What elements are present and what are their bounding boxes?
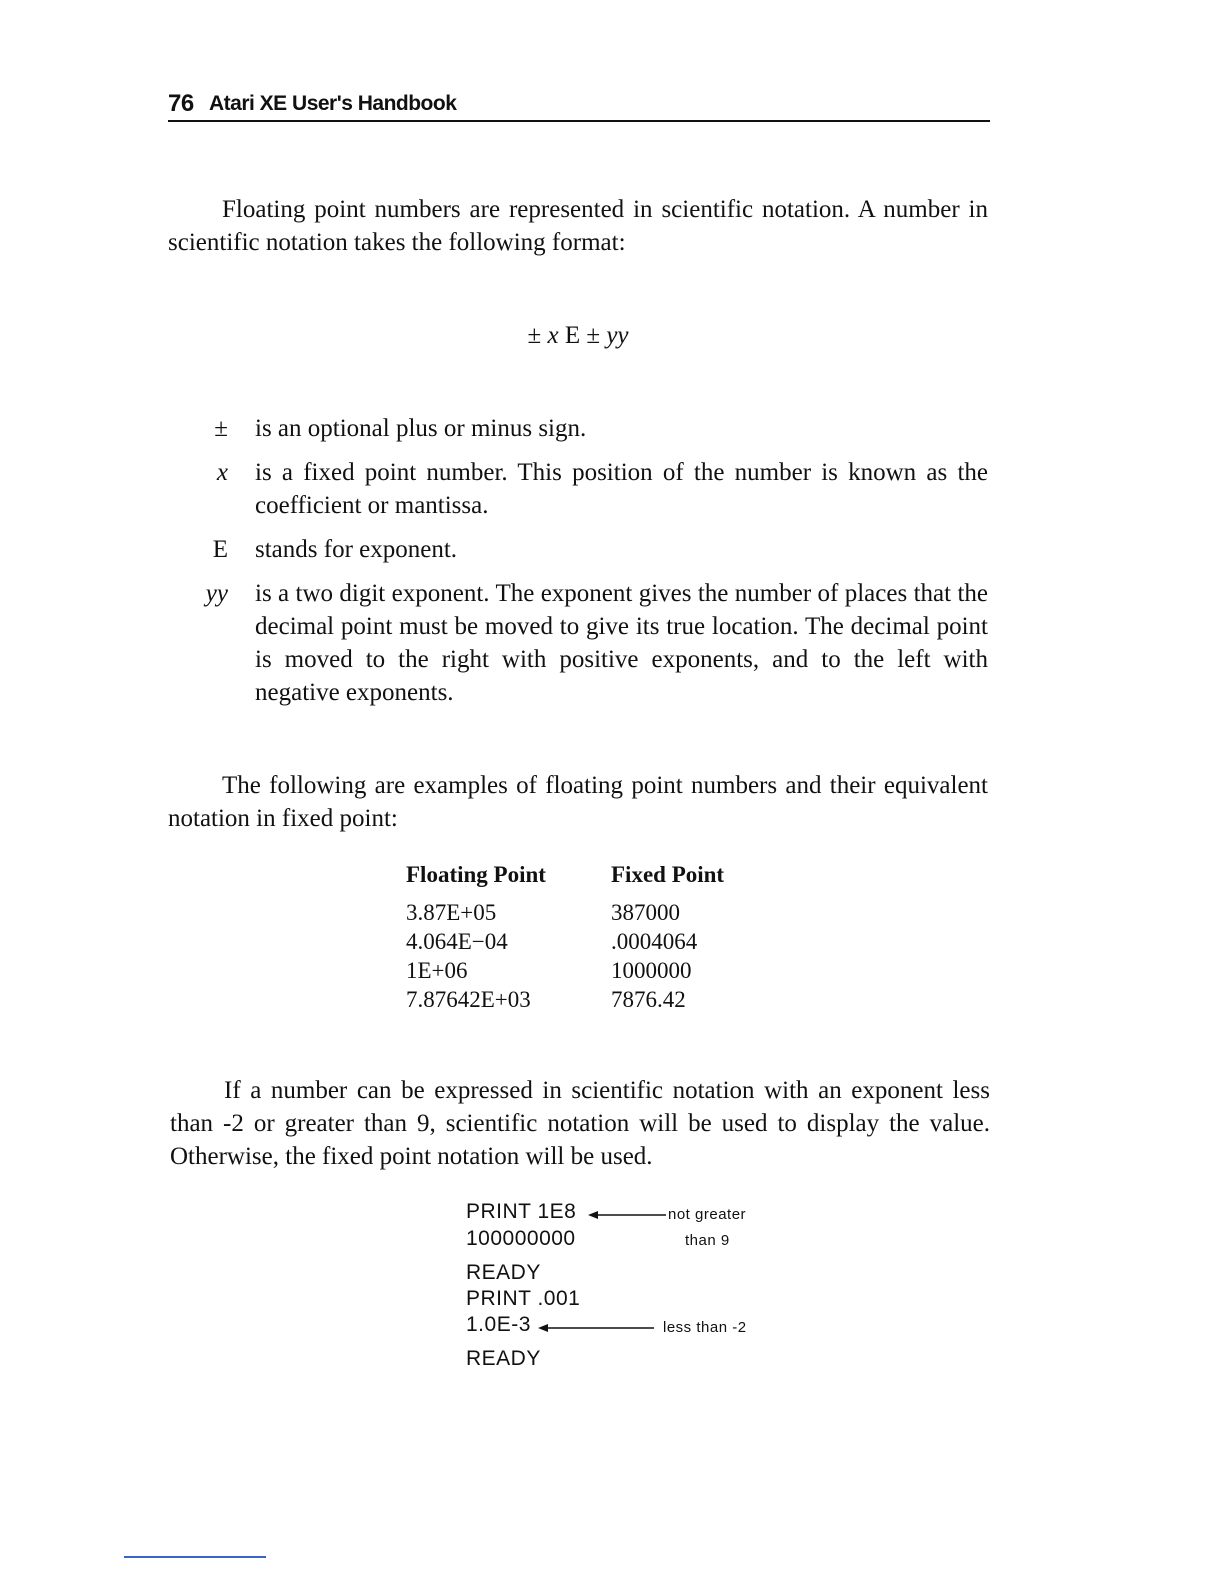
table-cell: 1E+06 <box>406 958 468 983</box>
column-header-fixed: Fixed Point <box>611 862 725 887</box>
intro-paragraph: Floating point numbers are represented in scientific notation. A number in scientific notation takes the following format: <box>168 196 988 256</box>
formula-exponent-marker: E <box>564 322 581 349</box>
formula-coefficient: x <box>547 322 559 349</box>
definition-symbol: x <box>216 459 228 486</box>
footer-rule <box>124 1556 266 1558</box>
annotation-not-greater: not greater <box>668 1206 747 1223</box>
annotation-than-9: than 9 <box>685 1232 730 1249</box>
book-title: Atari XE User's Handbook <box>209 92 457 115</box>
annotation-less-than: less than -2 <box>663 1319 747 1336</box>
table-cell: 387000 <box>611 900 680 925</box>
code-line: PRINT .001 <box>466 1287 581 1310</box>
code-line: READY <box>466 1347 541 1370</box>
table-cell: 1000000 <box>611 958 692 983</box>
table-cell: 7876.42 <box>611 987 686 1012</box>
examples-paragraph: The following are examples of floating point numbers and their equivalent notation in fixed point: <box>168 772 988 832</box>
table-cell: 7.87642E+03 <box>406 987 531 1012</box>
table-cell: .0004064 <box>611 929 698 954</box>
running-header <box>168 90 990 122</box>
code-line: PRINT 1E8 <box>466 1200 577 1223</box>
definition-text: stands for exponent. <box>255 536 458 563</box>
code-line: READY <box>466 1261 541 1284</box>
definition-symbol: yy <box>205 580 228 607</box>
definition-symbol: ± <box>214 415 228 442</box>
page-number: 76 <box>168 90 194 117</box>
display-rule-paragraph: If a number can be expressed in scientific notation with an exponent less than -2 or greater than 9, scientific notation will be used to display the value. Otherwise, the fixed point notation will be used. <box>170 1077 990 1170</box>
formula-exponent: yy <box>606 322 629 349</box>
definition-text: is an optional plus or minus sign. <box>255 415 587 442</box>
arrow-left-icon <box>588 1210 668 1220</box>
definition-text: is a two digit exponent. The exponent gives the number of places that the decimal point must be moved to give its true location. The decimal point is moved to the right with positive exponents, and to the left with negative exponents. <box>255 580 988 706</box>
notation-formula <box>168 322 988 350</box>
table-cell: 3.87E+05 <box>406 900 497 925</box>
formula-exponent-sign: ± <box>586 322 601 349</box>
column-header-floating: Floating Point <box>406 862 546 887</box>
definition-text: is a fixed point number. This position of the number is known as the coefficient or mantissa. <box>255 459 988 519</box>
code-line: 1.0E-3 <box>466 1313 531 1336</box>
table-cell: 4.064E−04 <box>406 929 508 954</box>
definition-symbol: E <box>212 536 228 563</box>
code-line: 100000000 <box>466 1227 576 1250</box>
formula-sign: ± <box>527 322 542 349</box>
arrow-left-icon <box>538 1323 656 1333</box>
